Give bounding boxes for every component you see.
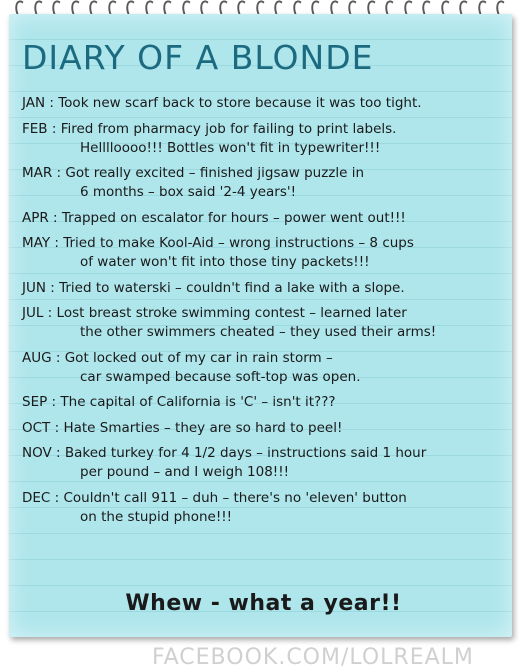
entry-line — [22, 209, 406, 228]
entry-text — [22, 304, 436, 342]
watermark: FACEBOOK.COM/LOLREALM — [152, 645, 474, 670]
entry-line: on the stupid phone!!! — [80, 508, 233, 525]
entry-line: car swamped because soft-top was open. — [80, 368, 361, 385]
entry-line — [22, 489, 407, 508]
entry-month: FEB — [22, 120, 48, 137]
entry-month: OCT — [22, 419, 51, 436]
entry-separator: : — [50, 419, 64, 436]
entry-line-text: Took new scarf back to store because it was too tight. — [58, 95, 422, 111]
entry-month: JUN — [22, 279, 46, 296]
entry-line — [22, 120, 396, 139]
entry-line-text: Got locked out of my car in rain storm – — [64, 349, 333, 366]
entry-line-text: Tried to waterski – couldn't find a lake with a slope. — [59, 279, 405, 296]
diary-entry — [22, 279, 492, 298]
closing-line: Whew - what a year!! — [125, 591, 402, 616]
entry-text — [22, 489, 407, 527]
entry-month: SEP — [22, 394, 48, 410]
diary-entry — [22, 120, 492, 158]
entry-text — [22, 279, 405, 298]
entry-line — [22, 234, 414, 253]
entry-month: JUL — [22, 305, 44, 321]
entry-line-text: Trapped on escalator for hours – power went out!!! — [61, 209, 406, 226]
entry-text — [22, 209, 406, 228]
entry-line-text: Baked turkey for 4 1/2 days – instructions said 1 hour — [64, 445, 427, 461]
entry-separator: : — [51, 445, 65, 461]
entry-separator: : — [48, 209, 62, 226]
entry-line — [22, 304, 436, 323]
entry-line — [22, 279, 405, 298]
entry-line-text: Hate Smarties – they are so hard to peel! — [63, 419, 343, 436]
diary-entry — [22, 94, 492, 113]
entry-month: NOV — [22, 445, 52, 461]
entry-line — [22, 419, 342, 438]
entry-separator: : — [43, 305, 57, 321]
entry-separator: : — [45, 279, 60, 296]
entry-month: MAR — [22, 165, 53, 181]
entry-line-text: Got really excited – finished jigsaw puzzle in — [65, 165, 365, 181]
entry-line-text: Tried to make Kool-Aid – wrong instructions – 8 cups — [63, 235, 414, 251]
entry-line-text: The capital of California is 'C' – isn't it??? — [60, 394, 336, 410]
entry-text — [22, 234, 414, 272]
entry-month: DEC — [22, 489, 51, 506]
diary-entry — [22, 304, 492, 342]
entry-line-text: Couldn't call 911 – duh – there's no 'eleven' button — [63, 489, 407, 506]
diary-entry — [22, 419, 492, 438]
entry-text — [22, 94, 422, 113]
entry-line — [22, 393, 336, 412]
diary-entry — [22, 164, 492, 202]
entry-line — [22, 444, 426, 463]
entry-month: AUG — [22, 349, 52, 366]
diary-entry — [22, 234, 492, 272]
entry-separator: : — [51, 349, 65, 366]
entry-month: APR — [22, 209, 49, 226]
entry-separator: : — [45, 95, 59, 111]
entry-line-text: Lost breast stroke swimming contest – learned later — [56, 305, 407, 321]
entry-text — [22, 444, 426, 482]
entry-text — [22, 349, 361, 387]
diary-entry — [22, 209, 492, 228]
entry-line: 6 months – box said '2-4 years'! — [80, 184, 296, 200]
entry-month: JAN — [22, 95, 46, 111]
entry-text — [22, 419, 342, 438]
entry-separator: : — [50, 235, 64, 251]
diary-entry — [22, 393, 492, 412]
entry-line-text: Fired from pharmacy job for failing to print labels. — [60, 120, 397, 137]
entry-text — [22, 164, 364, 202]
entry-separator: : — [52, 165, 66, 181]
entry-text — [22, 120, 396, 158]
entry-line — [22, 164, 364, 183]
entry-separator: : — [50, 489, 64, 506]
diary-entry — [22, 349, 492, 387]
entry-separator: : — [47, 394, 61, 410]
entry-line: of water won't fit into those tiny packets!!! — [80, 254, 370, 270]
diary-entry — [22, 489, 492, 527]
diary-entries — [22, 94, 492, 533]
diary-entry — [22, 444, 492, 482]
entry-line — [22, 349, 361, 368]
entry-line — [22, 94, 422, 113]
page-title: DIARY OF A BLONDE — [22, 38, 374, 77]
entry-line: the other swimmers cheated – they used their arms! — [80, 324, 437, 340]
entry-separator: : — [47, 120, 61, 137]
entry-line: Helllloooo!!! Bottles won't fit in typewriter!!! — [80, 139, 381, 156]
entry-text — [22, 393, 336, 412]
entry-line: per pound – and I weigh 108!!! — [80, 464, 290, 480]
entry-month: MAY — [22, 235, 51, 251]
